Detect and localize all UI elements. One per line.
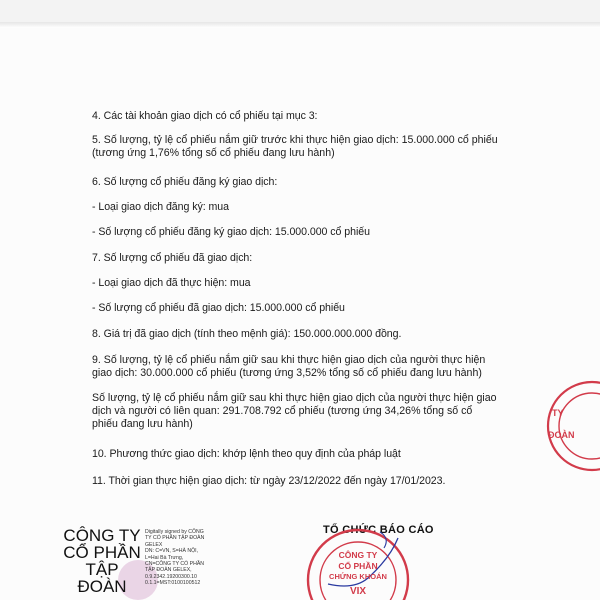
- stamp-text-1: CÔNG TY: [338, 550, 378, 560]
- digital-signature-line: 0.9.2342.19200300.10: [145, 573, 197, 580]
- viewer-top-bar: [0, 0, 600, 22]
- digital-signature-line: Digitally signed by CÔNG: [145, 529, 204, 535]
- section-7-qty: - Số lượng cổ phiếu đã giao dịch: 15.000.000 cổ phiếu: [92, 302, 345, 314]
- section-9b-line-3: phiếu đang lưu hành): [92, 418, 193, 430]
- section-9b-line-1: Số lượng, tỷ lệ cổ phiếu nắm giữ sau khi thực hiện giao dịch của người thực hiện giao: [92, 392, 497, 404]
- company-name-line-1: CÔNG TY: [63, 526, 141, 545]
- company-name-line-3: TẬP: [85, 560, 119, 579]
- digital-signature-line: GELEX: [145, 541, 163, 548]
- section-11: 11. Thời gian thực hiện giao dịch: từ ngày 23/12/2022 đến ngày 17/01/2023.: [92, 475, 446, 487]
- section-6-qty: - Số lượng cổ phiếu đăng ký giao dịch: 15.000.000 cổ phiếu: [92, 226, 370, 238]
- section-6: 6. Số lượng cổ phiếu đăng ký giao dịch:: [92, 176, 278, 188]
- edge-stamp-inner-ring: [559, 393, 600, 459]
- digital-signature-text: [145, 529, 255, 587]
- section-8: 8. Giá trị đã giao dịch (tính theo mệnh giá): 150.000.000.000 đồng.: [92, 328, 402, 340]
- section-4: 4. Các tài khoản giao dịch có cổ phiếu tại mục 3:: [92, 110, 318, 122]
- section-5-line-1: 5. Số lượng, tỷ lệ cổ phiếu nắm giữ trước khi thực hiện giao dịch: 15.000.000 cổ phiếu: [92, 134, 498, 146]
- company-stamp: [300, 518, 420, 600]
- section-9-line-1: 9. Số lượng, tỷ lệ cổ phiếu nắm giữ sau khi thực hiện giao dịch của người thực hiện: [92, 354, 486, 366]
- section-9: [92, 354, 487, 380]
- section-5: [92, 134, 498, 160]
- section-10: 10. Phương thức giao dịch: khớp lệnh theo quy định của pháp luật: [92, 448, 401, 460]
- stamp-text-3: CHỨNG KHOÁN: [329, 572, 387, 581]
- stamp-text-4: VIX: [349, 586, 367, 597]
- digital-signature-line: L=Hai Bà Trưng,: [145, 554, 184, 561]
- section-6-type: - Loại giao dịch đăng ký: mua: [92, 201, 229, 213]
- company-name: [62, 527, 142, 595]
- digital-signature-line: DN: C=VN, S=HÀ NỘI,: [145, 548, 199, 555]
- stamp-text-2: CỔ PHẦN: [338, 561, 378, 571]
- company-name-line-4: ĐOÀN: [77, 577, 127, 596]
- digital-signature-line: TY CỔ PHẦN TẬP ĐOÀN: [145, 535, 205, 542]
- section-7-type: - Loại giao dịch đã thực hiện: mua: [92, 277, 251, 289]
- company-name-line-2: CỔ PHẦN: [63, 543, 141, 562]
- section-5-line-2: (tương ứng 1,76% tổng số cổ phiếu đang lưu hành): [92, 147, 335, 159]
- edge-stamp-text-1: TY: [552, 408, 564, 418]
- reporting-organization-title: TỔ CHỨC BÁO CÁO: [323, 524, 434, 536]
- section-7: 7. Số lượng cổ phiếu đã giao dịch:: [92, 252, 253, 264]
- edge-stamp-text-2: ĐOÀN: [548, 430, 575, 440]
- digital-signature-line: CN=CÔNG TY CỔ PHẦN: [145, 561, 205, 568]
- edge-stamp: [540, 378, 600, 474]
- digital-signature-line: 0.1.1=MST:0100100512: [145, 580, 201, 587]
- section-9b: [92, 392, 497, 431]
- edge-stamp-outer-ring: [548, 382, 600, 470]
- section-9b-line-2: dịch và người có liên quan: 291.708.792 cổ phiếu (tương ứng 34,26% tổng số cổ: [92, 405, 473, 417]
- digital-signature-line: TẬP ĐOÀN GELEX,: [145, 567, 192, 574]
- section-9-line-2: giao dịch: 30.000.000 cổ phiếu (tương ứng 3,52% tổng số cổ phiếu đang lưu hành): [92, 367, 482, 379]
